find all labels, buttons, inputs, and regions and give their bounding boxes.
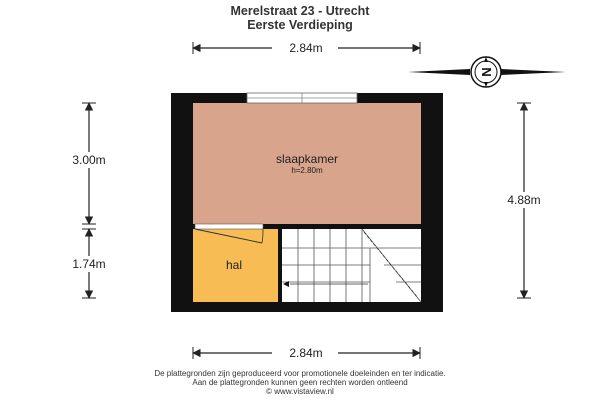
compass-label: N (479, 67, 494, 77)
dimension-left-lower-label: 1.74m (72, 257, 106, 271)
disclaimer-line-2: Aan de plattegronden kunnen geen rechten worden ontleend (192, 378, 408, 387)
window (247, 93, 357, 103)
disclaimer-line-1: De plattegronden zijn geproduceerd voor promotionele doeleinden en ter indicatie. (154, 369, 446, 378)
bedroom-height-label: h=2.80m (291, 166, 323, 175)
dimension-bottom-label: 2.84m (289, 346, 323, 360)
dimension-left-lower (58, 229, 120, 298)
dimension-top-label: 2.84m (289, 41, 323, 55)
bedroom-label: slaapkamer (275, 152, 339, 166)
dimension-right-label: 4.88m (507, 193, 541, 207)
dimension-left-upper-label: 3.00m (72, 153, 106, 167)
plan-floor-title: Eerste Verdieping (247, 18, 353, 32)
copyright-link[interactable]: © www.vistaview.nl (266, 387, 334, 396)
hall-side-wall (278, 229, 282, 302)
dimension-top (193, 40, 420, 56)
staircase (282, 229, 421, 302)
dimension-bottom (193, 345, 420, 361)
compass-north-icon (408, 57, 566, 87)
dimension-left-upper (58, 103, 120, 224)
dimension-right (494, 103, 554, 298)
plan-address-title: Merelstraat 23 - Utrecht (230, 4, 370, 18)
hall-label: hal (225, 258, 243, 272)
